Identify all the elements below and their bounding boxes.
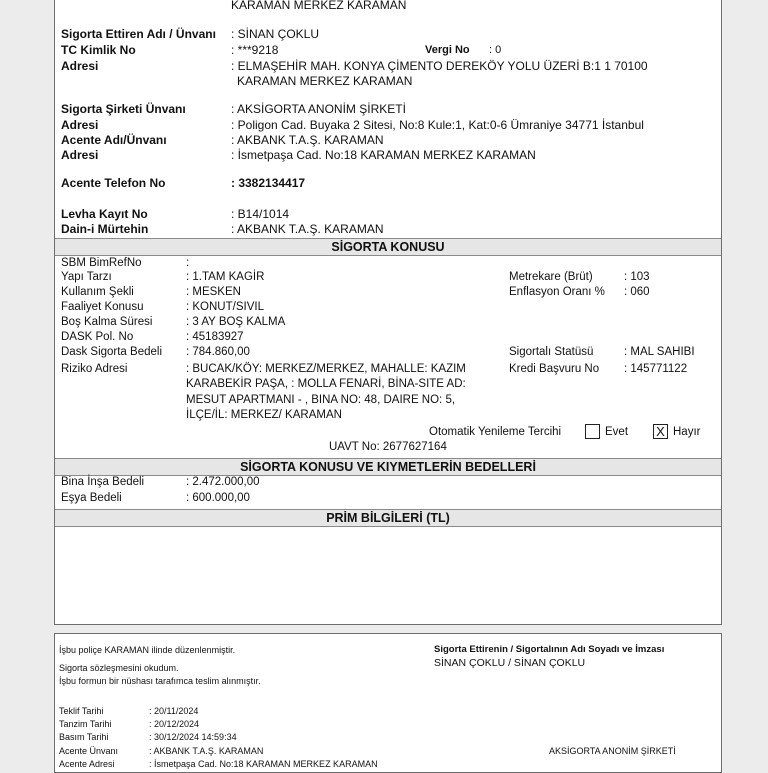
levha-label: Levha Kayıt No — [61, 207, 148, 221]
acente-adres-value: : İsmetpaşa Cad. No:18 KARAMAN MERKEZ KARAMAN — [149, 759, 378, 769]
metrekare-label: Metrekare (Brüt) — [509, 271, 593, 283]
evet-checkbox[interactable] — [585, 424, 600, 439]
bina-bedeli-label: Bina İnşa Bedeli — [61, 476, 145, 488]
kullanim-label: Kullanım Şekli — [61, 286, 134, 298]
agent-address-label: Adresi — [61, 148, 99, 162]
teklif-label: Teklif Tarihi — [59, 706, 104, 716]
insured-name-value: : SİNAN ÇOKLU — [231, 27, 320, 41]
basim-value: : 30/12/2024 14:59:34 — [149, 732, 237, 742]
kredi-value: : 145771122 — [624, 363, 688, 375]
uavt-no: UAVT No: 2677627164 — [329, 441, 447, 453]
yapi-value: : 1.TAM KAGİR — [186, 271, 265, 283]
basim-label: Basım Tarihi — [59, 732, 109, 742]
agent-phone-label: Acente Telefon No — [61, 176, 166, 190]
metrekare-value: : 103 — [624, 271, 650, 283]
agent-phone-value: : 3382134417 — [231, 176, 306, 190]
section-header-sigorta-konusu: SİGORTA KONUSU — [55, 238, 721, 256]
company-label: Sigorta Şirketi Ünvanı — [61, 102, 186, 116]
kullanim-value: : MESKEN — [186, 286, 241, 298]
dask-bedel-value: : 784.860,00 — [186, 346, 250, 358]
footer-received-note: İşbu formun bir nüshası tarafımca teslim alınmıştır. — [59, 676, 261, 686]
dask-pol-value: : 45183927 — [186, 331, 244, 343]
enflasyon-value: : 060 — [624, 286, 650, 298]
footer-read-note: Sigorta sözleşmesini okudum. — [59, 663, 179, 673]
riziko-label: Riziko Adresi — [61, 363, 128, 375]
tax-label: Vergi No — [425, 44, 470, 56]
riziko-line-1: : BUCAK/KÖY: MERKEZ/MERKEZ, MAHALLE: KAZIM — [186, 363, 466, 375]
section-header-prim-bilgileri: PRİM BİLGİLERİ (TL) — [55, 509, 721, 527]
signature-name: SİNAN ÇOKLU / SİNAN ÇOKLU — [434, 657, 586, 669]
kredi-label: Kredi Başvuru No — [509, 363, 600, 375]
address-label: Adresi — [61, 59, 99, 73]
address-line-1: : ELMAŞEHİR MAH. KONYA ÇİMENTO DEREKÖY YOLU ÜZERİ B:1 1 70100 — [231, 59, 648, 73]
enflasyon-label: Enflasyon Oranı % — [509, 286, 605, 298]
agent-address-value: : İsmetpaşa Cad. No:18 KARAMAN MERKEZ KARAMAN — [231, 148, 536, 162]
dask-pol-label: DASK Pol. No — [61, 331, 134, 343]
bina-bedeli-value: : 2.472.000,00 — [186, 476, 260, 488]
teklif-value: : 20/11/2024 — [149, 706, 199, 716]
tax-value: : 0 — [489, 44, 502, 56]
agent-value: : AKBANK T.A.Ş. KARAMAN — [231, 133, 384, 147]
company-signature: AKSİGORTA ANONİM ŞİRKETİ — [549, 746, 676, 756]
statu-value: : MAL SAHIBI — [624, 346, 695, 358]
dain-label: Dain-i Mürtehin — [61, 222, 149, 236]
company-address-label: Adresi — [61, 118, 99, 132]
riziko-line-2: KARABEKİR PAŞA, : MOLLA FENARİ, BİNA-SITE AD: — [186, 378, 466, 390]
tc-label: TC Kimlik No — [61, 43, 136, 57]
levha-value: : B14/1014 — [231, 207, 290, 221]
evet-label: Evet — [605, 426, 629, 438]
esya-bedeli-value: : 600.000,00 — [186, 492, 250, 504]
section-header-kiymetler: SİGORTA KONUSU VE KIYMETLERİN BEDELLERİ — [55, 458, 721, 476]
tanzim-label: Tanzim Tarihi — [59, 719, 112, 729]
agent-label: Acente Adı/Ünvanı — [61, 133, 167, 147]
otomatik-yenileme-label: Otomatik Yenileme Tercihi — [429, 426, 562, 438]
tanzim-value: : 20/12/2024 — [149, 719, 200, 729]
tc-value: : ***9218 — [231, 43, 279, 57]
dask-bedel-label: Dask Sigorta Bedeli — [61, 346, 162, 358]
riziko-line-4: İLÇE/İL: MERKEZ/ KARAMAN — [186, 409, 342, 421]
policy-document-page — [54, 0, 722, 625]
acente-unvan-value: : AKBANK T.A.Ş. KARAMAN — [149, 746, 264, 756]
riziko-line-3: MESUT APARTMANI - , BINA NO: 48, DAIRE NO: 5, — [186, 394, 456, 406]
bos-kalma-label: Boş Kalma Süresi — [61, 316, 153, 328]
sbm-label: SBM BimRefNo — [61, 257, 142, 269]
company-address-value: : Poligon Cad. Buyaka 2 Sitesi, No:8 Kule:1, Kat:0-6 Ümraniye 34771 İstanbul — [231, 118, 644, 132]
faaliyet-value: : KONUT/SIVIL — [186, 301, 264, 313]
bos-kalma-value: : 3 AY BOŞ KALMA — [186, 316, 286, 328]
address-line-2: KARAMAN MERKEZ KARAMAN — [237, 74, 413, 88]
policy-footer — [54, 633, 722, 773]
statu-label: Sigortalı Statüsü — [509, 346, 594, 358]
signature-title: Sigorta Ettirenin / Sigortalının Adı Soyadı ve İmzası — [434, 644, 665, 655]
dain-value: : AKBANK T.A.Ş. KARAMAN — [231, 222, 384, 236]
insured-name-label: Sigorta Ettiren Adı / Ünvanı — [61, 27, 216, 41]
yapi-label: Yapı Tarzı — [61, 271, 112, 283]
footer-issue-note: İşbu poliçe KARAMAN ilinde düzenlenmiştir. — [59, 645, 236, 655]
acente-unvan-label: Acente Ünvanı — [59, 746, 119, 756]
faaliyet-label: Faaliyet Konusu — [61, 301, 144, 313]
prev-address-line: KARAMAN MERKEZ KARAMAN — [231, 0, 407, 12]
company-value: : AKSİGORTA ANONİM ŞİRKETİ — [231, 102, 406, 116]
sbm-value: : — [186, 257, 190, 269]
esya-bedeli-label: Eşya Bedeli — [61, 492, 122, 504]
hayir-checkbox[interactable]: X — [653, 424, 668, 439]
hayir-label: Hayır — [673, 426, 701, 438]
acente-adres-label: Acente Adresi — [59, 759, 115, 769]
